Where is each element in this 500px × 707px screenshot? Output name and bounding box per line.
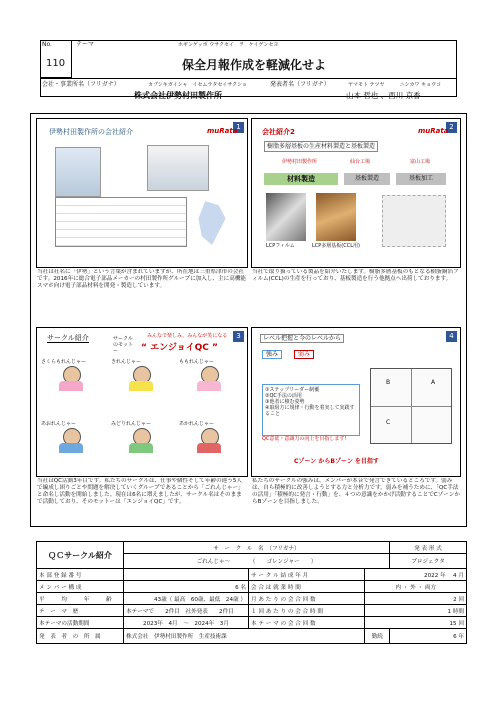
map-graphic bbox=[195, 201, 229, 245]
panel-level bbox=[251, 327, 461, 477]
member-suit bbox=[197, 443, 221, 453]
theme-title: 保全月報作成を軽減化せよ bbox=[182, 58, 327, 72]
panel-1-caption: 当社は社名に「伊勢」という言葉が含まれていますが、所在地は三重県津市の会社です。2016年に総合電子部品メーカーの村田製作所グループに加入し、主に高機能スマホ向け電子部品材料を開発・製造しています。 bbox=[37, 269, 247, 289]
company-name: 株式会社伊勢村田製作所 bbox=[134, 91, 222, 100]
step-tag-1: 伊勢村田製作所 bbox=[282, 159, 318, 165]
panel-title: 会社紹介2 bbox=[262, 128, 295, 136]
period-value: 2023年 4月 〜 2024年 3月 bbox=[124, 617, 249, 629]
strength-item: ④取組方に規律・行動を着実して実践すること bbox=[265, 405, 355, 417]
panel-number: 1 bbox=[233, 122, 244, 133]
strength-item: ①ステップリーダー制覆 bbox=[265, 387, 320, 393]
zone-b: B bbox=[386, 379, 391, 386]
theme-label: テーマ bbox=[76, 41, 95, 48]
members-label: メ ン バ ー 構 成 bbox=[37, 581, 124, 593]
strength-legend: 強み bbox=[262, 350, 282, 359]
theme-count-value: 本テーマで 2件目 社外発表 2件目 bbox=[124, 605, 249, 617]
theme-count-label: テ ー マ 歴 bbox=[37, 605, 124, 617]
formed-year-unit: 年 bbox=[440, 572, 446, 579]
reg-value bbox=[124, 569, 249, 581]
panel-number: 2 bbox=[446, 122, 457, 133]
panel-4-caption: 私たちのサークルの強みは、メンバーが本音で発言できているところです。弱みは、自ら積極的に改善しようとする力と分析力です。弱みを補うために、「QC手法の活用」「積極的に発言・行動」を、４つの意識をかかげ活動することでCゾーンからBゾーンを目指しました。 bbox=[252, 478, 460, 505]
company-furigana: カブシキガイシャ イセムラタセイサクショ bbox=[148, 82, 247, 88]
no-value: 110 bbox=[46, 58, 66, 69]
period-label: 本テーマの活動期間 bbox=[37, 617, 124, 629]
panel-number: 3 bbox=[233, 331, 244, 342]
factory-photo bbox=[55, 147, 101, 197]
panel-title: レベル把握と今のレベルから bbox=[260, 334, 344, 343]
panel-number: 4 bbox=[446, 331, 457, 342]
ccl-image bbox=[316, 193, 356, 241]
member-name: みどりれんじゃー bbox=[111, 421, 152, 427]
member-name: きれんじゃー bbox=[111, 359, 142, 365]
member-suit bbox=[129, 443, 153, 453]
zone-c: C bbox=[386, 419, 391, 426]
motto-label: サークルのモットー bbox=[113, 336, 133, 354]
age-value: 43歳（ 最高 60歳、最低 24歳 ） bbox=[124, 593, 249, 605]
panel-circle-intro bbox=[36, 327, 248, 477]
member-suit bbox=[129, 381, 153, 391]
panel-products bbox=[251, 118, 461, 268]
reg-label: 本 部 登 録 番 号 bbox=[37, 569, 124, 581]
formed-year: 2022 bbox=[424, 572, 439, 579]
theme-meetings-label: 本 テ ー マ の 会 合 回 数 bbox=[249, 617, 365, 629]
meetings-value: 2 回 bbox=[365, 593, 467, 605]
board-image bbox=[382, 195, 446, 247]
member-name: あかれんじゃー bbox=[179, 421, 215, 427]
weakness-legend: 弱み bbox=[294, 350, 314, 359]
step-board: 基板製造 bbox=[344, 173, 390, 185]
meeting-time-value: 1 時間 bbox=[365, 605, 467, 617]
meeting-time-label: １ 回 あ た り の 会 合 時 間 bbox=[249, 605, 365, 617]
company-label: 会社・事業所名（フリガナ） bbox=[42, 81, 120, 88]
formed-label: サ ー ク ル 結 成 年 月 bbox=[249, 569, 365, 581]
presenter-name: 山本 哲也 、西川 京香 bbox=[346, 91, 421, 100]
formed-month-unit: 月 bbox=[458, 572, 464, 579]
circle-section-title: ＱＣサークル紹介 bbox=[37, 542, 124, 569]
motto-text: “ エンジョイQC ” bbox=[141, 343, 218, 353]
presenter-furigana: ヤマモト テツヤ ニシカワ キョウコ bbox=[348, 82, 442, 88]
strength-item: ②QC手法の活用 bbox=[265, 393, 302, 399]
panel-3-caption: 当社はQC活動3年目です。私たちのサークルは、仕事や個性そして年齢の違う5人で編成し困りごとや問題を解決していくグループであることから「ごれんじゃー」と命名し活動を開始しました。現在は6名に増えましたが、サークル名はそのままで活動しており、そのモットーは「エンジョイQC」です。 bbox=[37, 478, 244, 505]
members-value: 6 名 bbox=[124, 581, 249, 593]
theme-furigana: ホギンゲッポ ウサクセイ ヲ ケイゲンセヨ bbox=[178, 42, 279, 48]
member-suit bbox=[59, 443, 83, 453]
goal-note: QC意欲・意識力の向上を目指します! bbox=[262, 436, 347, 442]
tenure-value: 6 年 bbox=[390, 629, 467, 644]
history-table bbox=[55, 197, 187, 247]
member-name: さくらもれんじゃー bbox=[41, 359, 87, 365]
dept-label: 発 表 者 の 所 属 bbox=[37, 629, 124, 644]
header-divider bbox=[40, 78, 457, 79]
motto-value: エンジョイQC bbox=[150, 343, 209, 353]
format-label: 発 表 形 式 bbox=[390, 542, 467, 554]
motto-sub: みんなで楽しみ、みんなが笑になる bbox=[147, 333, 228, 339]
member-momo bbox=[179, 359, 245, 391]
meetings-label: 月 あ た り の 会 合 回 数 bbox=[249, 593, 365, 605]
step-tag-2: 仙台工場 bbox=[350, 159, 371, 165]
member-aka bbox=[179, 421, 245, 453]
zone-a: A bbox=[431, 379, 436, 386]
presenter-label: 発表者名（フリガナ） bbox=[270, 81, 330, 88]
step-process: 基板加工 bbox=[396, 173, 446, 185]
circle-name-value: ごれんじゃ〜 （ ゴレンジャー ） bbox=[124, 554, 390, 569]
panel-title: サークル紹介 bbox=[47, 334, 89, 342]
dept-value: 株式会社 伊勢村田製作所 生産技術課 bbox=[124, 629, 365, 644]
ccl-label: LCP多層基板(CCL用) bbox=[312, 243, 360, 249]
hours-value: 内 ・ 外 ・ 両方 bbox=[365, 581, 467, 593]
chart-axis-h bbox=[371, 406, 451, 407]
member-sakura bbox=[41, 359, 107, 391]
brand-logo: muRata bbox=[418, 127, 449, 135]
lcp-film-image bbox=[266, 193, 306, 241]
level-chart bbox=[370, 368, 452, 444]
strength-item: ③他者に積む姿勢 bbox=[265, 399, 305, 405]
formed-value bbox=[365, 569, 467, 581]
tenure-label: 勤続 bbox=[365, 629, 390, 644]
panel-2-caption: 当社で取り扱っている製品を紹介いたします。樹脂多層基板のもとなる樹脂銅箔フィルム(CCL)の生産を行っており、基板製造を行う他拠点へ出荷しております。 bbox=[252, 269, 459, 282]
member-name: ももれんじゃー bbox=[179, 359, 215, 365]
theme-meetings-value: 15 回 bbox=[365, 617, 467, 629]
circle-name-label: サ ー ク ル 名 （フリガナ） bbox=[124, 542, 390, 554]
panel-subtitle: 樹脂多層基板の生産材料製造と基板製造 bbox=[264, 141, 378, 152]
step-tag-3: 富山工場 bbox=[410, 159, 431, 165]
brand-logo: muRata bbox=[207, 127, 238, 135]
member-midori bbox=[111, 421, 177, 453]
lcp-film-label: LCPフィルム bbox=[266, 243, 295, 249]
formed-month: 4 bbox=[453, 572, 457, 579]
member-ao bbox=[41, 421, 107, 453]
format-value: プロジェクタ bbox=[390, 554, 467, 569]
panel-title: 伊勢村田製作所の会社紹介 bbox=[49, 128, 133, 136]
office-photo bbox=[147, 145, 209, 191]
no-label: No. bbox=[42, 41, 52, 48]
strength-list bbox=[262, 384, 360, 436]
member-suit bbox=[59, 381, 83, 391]
age-label: 平 均 年 齢 bbox=[37, 593, 124, 605]
panel-company-intro bbox=[36, 118, 248, 268]
goal-zone: Cゾーン からBゾーン を目指す bbox=[294, 458, 379, 465]
member-suit bbox=[197, 381, 221, 391]
hours-label: 会 合 は 就 業 時 間 bbox=[249, 581, 365, 593]
member-ki bbox=[111, 359, 177, 391]
step-material: 材料製造 bbox=[264, 173, 338, 185]
qc-circle-table bbox=[36, 541, 467, 644]
member-name: あおれんじゃー bbox=[41, 421, 77, 427]
